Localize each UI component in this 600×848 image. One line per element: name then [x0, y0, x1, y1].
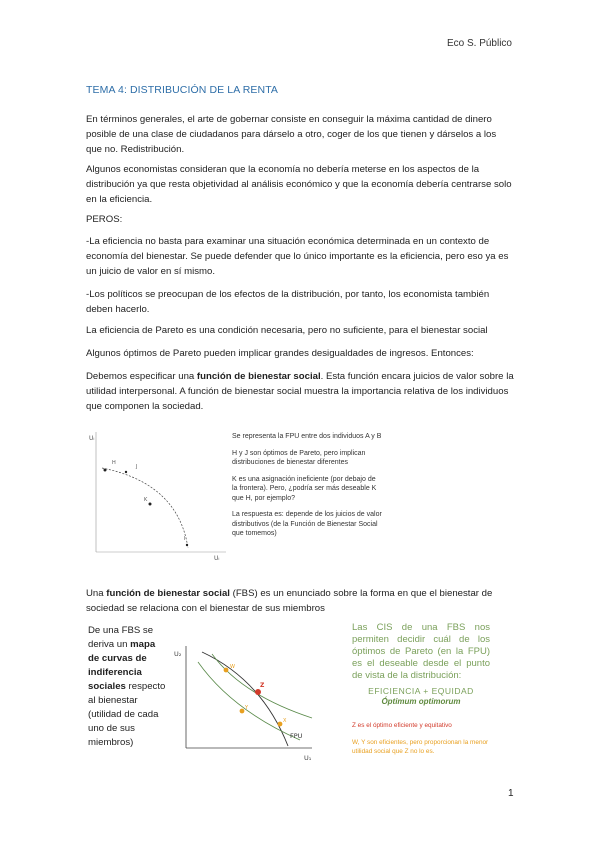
fig2-label-w: W — [230, 664, 235, 670]
fig2-curve-label: FPU — [290, 732, 303, 740]
fig2-indiff-curve-1 — [198, 662, 300, 740]
paragraph-2: Algunos economistas consideran que la economía no debería meterse en los aspectos de la distribución ya que resta objetividad al análisis económico y que la economía debería centrarse solo en la eficiencia. — [86, 164, 512, 205]
z-optimum-note: Z es el óptimo eficiente y equitativo — [352, 722, 452, 729]
page-title: TEMA 4: DISTRIBUCIÓN DE LA RENTA — [86, 84, 279, 96]
fig2-point-y — [240, 709, 245, 714]
figure-1-notes — [232, 432, 382, 546]
header-course: Eco S. Público — [446, 38, 512, 49]
fig1-x-label: Uᵢ — [214, 555, 220, 562]
fig2-y-label: U₂ — [174, 650, 182, 658]
fig1-note: K es una asignación ineficiente (por debajo de la frontera). Pero, ¿podría ser más deseable K que H, por ejemplo? — [232, 475, 377, 502]
fig1-label-j: J — [136, 464, 138, 470]
fbs-side-text — [88, 624, 168, 750]
fig2-label-z: Z — [260, 682, 265, 689]
fig1-label-i: I — [184, 536, 186, 542]
fig1-label-h: H — [112, 460, 116, 466]
fig2-label-x: X — [283, 718, 287, 724]
fig2-x-label: U₁ — [304, 754, 312, 762]
paragraph-9-post: (FBS) es un enunciado sobre la forma en que el bienestar de sociedad se relaciona con el bienestar de sus miembros — [86, 588, 493, 614]
paragraph-9-bold: función de bienestar social — [106, 588, 230, 599]
fig2-point-x — [278, 722, 283, 727]
paragraph-1: En términos generales, el arte de gobernar consiste en conseguir la máxima cantidad de dinero posible de una clase de ciudadanos para dárselo a otro, coger de los que tienen y dárselos a los que no. Redistribución. — [86, 114, 497, 155]
paragraph-5: -Los políticos se preocupan de los efectos de la distribución, por tanto, los economista también deben hacerlo. — [86, 289, 490, 315]
fig1-point-i — [186, 544, 188, 546]
optimum-optimorum: Óptimum optimorum — [381, 697, 461, 706]
paragraph-9 — [86, 586, 514, 616]
paragraph-8-bold: función de bienestar social — [196, 371, 321, 382]
figure-social-indifference — [172, 640, 322, 768]
paragraph-4: -La eficiencia no basta para examinar una situación económica determinada en un contexto de economía del bienestar. Se puede defender que lo único importante es la eficiencia, pero eso ya es un juicio de valor en sí mismo. — [86, 236, 509, 277]
paragraph-peros: PEROS: — [86, 214, 123, 225]
fig1-point-k — [149, 503, 152, 506]
paragraph-9-pre: Una — [86, 588, 107, 599]
cis-explanation: Las CIS de una FBS nos permiten decidir cuál de los óptimos de Pareto (en la FPU) es el deseable desde el punto de vista de la distribución: — [352, 622, 490, 681]
fig2-fpu-curve — [202, 652, 288, 746]
wy-efficient-note: W, Y son eficientes, pero proporcionan la menor utilidad social que Z no lo es. — [352, 739, 489, 755]
fbs-side-t3: respecto al bienestar (utilidad de cada uno de sus miembros) — [88, 681, 166, 748]
efficiency-equity-title: EFICIENCIA + EQUIDAD — [368, 686, 474, 696]
fig2-point-w — [224, 668, 229, 673]
fig1-frontier-curve — [102, 468, 188, 548]
page-number: 1 — [508, 788, 514, 799]
paragraph-7: Algunos óptimos de Pareto pueden implicar grandes desigualdades de ingresos. Entonces: — [86, 348, 474, 359]
figure-utility-frontier — [88, 428, 228, 562]
fig1-point-j — [125, 471, 127, 473]
paragraph-6: La eficiencia de Pareto es una condición necesaria, pero no suficiente, para el bienestar social — [86, 325, 488, 336]
fig1-note: Se representa la FPU entre dos individuos A y B — [232, 433, 382, 440]
fbs-side-t1: De una FBS se deriva un — [88, 625, 154, 650]
paragraph-8 — [86, 369, 514, 414]
paragraph-8-post: . Esta función encara juicios de valor sobre la utilidad interpersonal. A función de bienestar social muestra la importancia relativa de los individuos que componen la sociedad. — [86, 371, 514, 412]
fig1-note: La respuesta es: depende de los juicios de valor distributivos (de la Función de Bienestar Social que tomemos) — [232, 511, 382, 537]
fig2-point-z — [255, 689, 261, 695]
fig2-label-y: Y — [245, 705, 249, 711]
fig1-label-k: K — [144, 497, 148, 503]
fig1-note: H y J son óptimos de Pareto, pero implican distribuciones de bienestar diferentes — [232, 449, 366, 466]
paragraph-8-pre: Debemos especificar una — [86, 371, 197, 382]
fbs-side-bold: mapa de curvas de indiferencia sociales — [88, 639, 156, 692]
fig1-point-h — [104, 469, 107, 472]
fig1-y-label: Uᵢ — [89, 435, 95, 442]
